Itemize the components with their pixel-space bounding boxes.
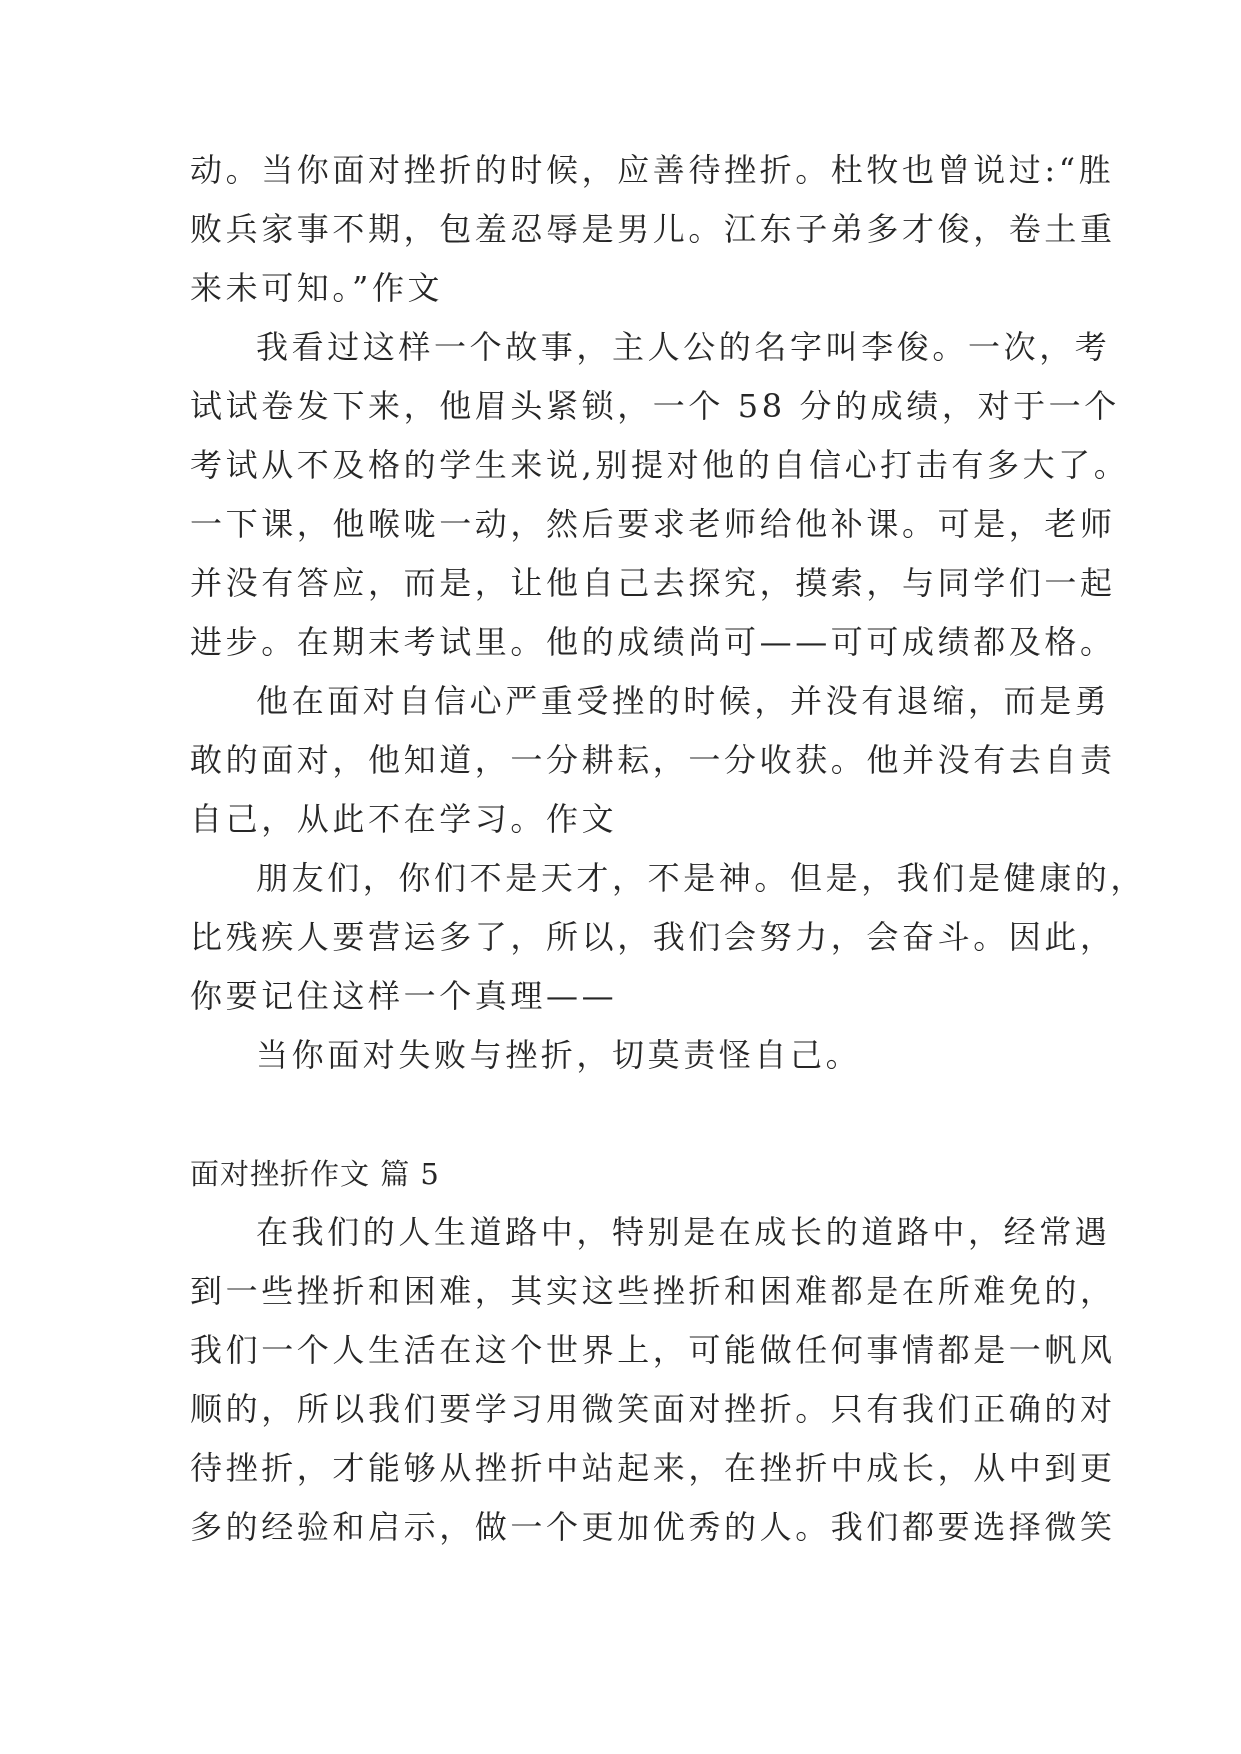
text-line: 动。当你面对挫折的时候，应善待挫折。杜牧也曾说过:“胜 (190, 151, 1115, 189)
section-heading: 面对挫折作文 篇 5 (190, 1157, 440, 1191)
text-line: 到一些挫折和困难，其实这些挫折和困难都是在所难免的， (190, 1272, 1116, 1310)
text-line: 顺的，所以我们要学习用微笑面对挫折。只有我们正确的对 (190, 1390, 1116, 1428)
text-line: 来未可知。”作文 (190, 269, 444, 307)
text-line: 当你面对失败与挫折，切莫责怪自己。 (256, 1036, 862, 1074)
text-line: 在我们的人生道路中，特别是在成长的道路中，经常遇 (256, 1213, 1111, 1251)
text-line: 比残疾人要营运多了，所以，我们会努力，会奋斗。因此， (190, 918, 1116, 956)
text-line: 试试卷发下来，他眉头紧锁，一个 58 分的成绩，对于一个 (190, 387, 1120, 425)
text-line: 待挫折，才能够从挫折中站起来，在挫折中成长，从中到更 (190, 1449, 1116, 1487)
text-line: 他在面对自信心严重受挫的时候，并没有退缩，而是勇 (256, 682, 1111, 720)
text-line: 我们一个人生活在这个世界上，可能做任何事情都是一帆风 (190, 1331, 1116, 1369)
text-line: 敢的面对，他知道，一分耕耘，一分收获。他并没有去自责 (190, 741, 1116, 779)
text-line: 你要记住这样一个真理—— (190, 977, 618, 1015)
text-line: 自己，从此不在学习。作文 (190, 800, 618, 838)
text-line: 朋友们，你们不是天才，不是神。但是，我们是健康的， (256, 859, 1147, 897)
text-line: 多的经验和启示，做一个更加优秀的人。我们都要选择微笑 (190, 1508, 1116, 1546)
text-line: 并没有答应，而是，让他自己去探究，摸索，与同学们一起 (190, 564, 1116, 602)
text-line: 进步。在期末考试里。他的成绩尚可——可可成绩都及格。 (190, 623, 1116, 661)
text-line: 败兵家事不期，包羞忍辱是男儿。江东子弟多才俊，卷土重 (190, 210, 1116, 248)
text-line: 一下课，他喉咙一动，然后要求老师给他补课。可是，老师 (190, 505, 1116, 543)
text-line: 考试从不及格的学生来说,别提对他的自信心打击有多大了。 (190, 446, 1130, 484)
text-line: 我看过这样一个故事，主人公的名字叫李俊。一次，考 (256, 328, 1111, 366)
